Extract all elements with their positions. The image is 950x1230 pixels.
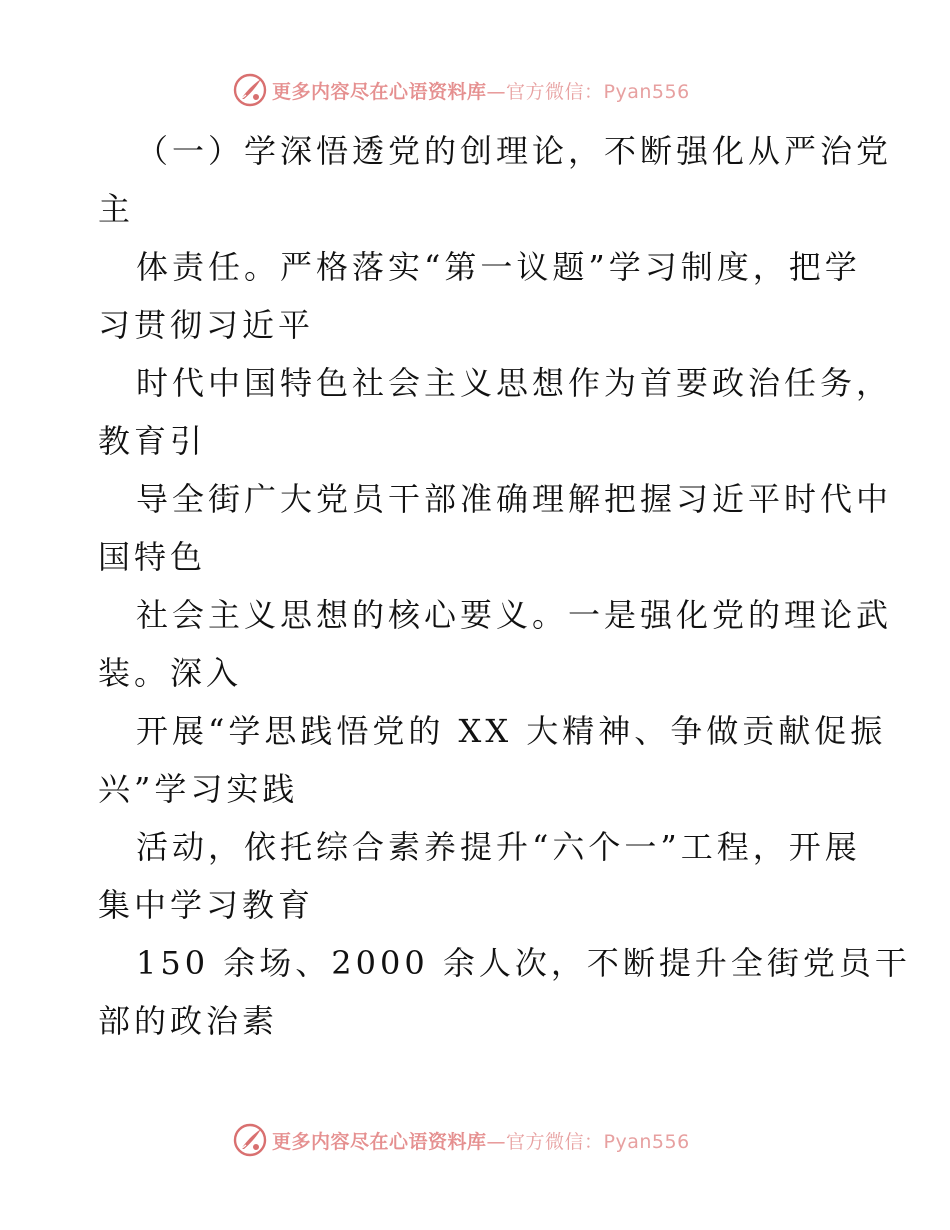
watermark-dash: — bbox=[486, 80, 507, 103]
header-watermark bbox=[232, 70, 690, 110]
text-line: 兴”学习实践 bbox=[98, 770, 299, 808]
watermark-dash: — bbox=[486, 1130, 507, 1153]
text-line: 装。深入 bbox=[98, 654, 243, 692]
text-line: 部的政治素 bbox=[98, 1002, 279, 1040]
watermark-text bbox=[272, 77, 690, 104]
footer-watermark bbox=[232, 1120, 690, 1160]
text-line: （一）学深悟透党的创理论，不断强化从严治党 bbox=[136, 132, 893, 170]
text-line: 习贯彻习近平 bbox=[98, 306, 315, 344]
watermark-main-text: 更多内容尽在心语资料库 bbox=[272, 1130, 487, 1153]
quill-pen-logo-icon bbox=[232, 1122, 268, 1158]
text-line: 体责任。严格落实“第一议题”学习制度，把学 bbox=[136, 248, 861, 286]
document-body bbox=[98, 122, 911, 1050]
watermark-wechat-text: 官方微信：Pyan556 bbox=[506, 80, 690, 103]
quill-pen-logo-icon bbox=[232, 72, 268, 108]
watermark-main-text: 更多内容尽在心语资料库 bbox=[272, 80, 487, 103]
watermark-wechat-text: 官方微信：Pyan556 bbox=[506, 1130, 690, 1153]
text-line: 国特色 bbox=[98, 538, 207, 576]
text-line: 活动，依托综合素养提升“六个一”工程，开展 bbox=[136, 828, 861, 866]
text-line: 教育引 bbox=[98, 422, 207, 460]
text-line: 时代中国特色社会主义思想作为首要政治任务， bbox=[136, 364, 893, 402]
watermark-text bbox=[272, 1127, 690, 1154]
text-line: 开展“学思践悟党的 XX 大精神、争做贡献促振 bbox=[136, 712, 887, 750]
text-line: 社会主义思想的核心要义。一是强化党的理论武 bbox=[136, 596, 893, 634]
text-line: 导全街广大党员干部准确理解把握习近平时代中 bbox=[136, 480, 893, 518]
text-line: 集中学习教育 bbox=[98, 886, 315, 924]
text-line: 主 bbox=[98, 190, 135, 228]
text-line: 150 余场、2000 余人次，不断提升全街党员干 bbox=[136, 944, 911, 982]
